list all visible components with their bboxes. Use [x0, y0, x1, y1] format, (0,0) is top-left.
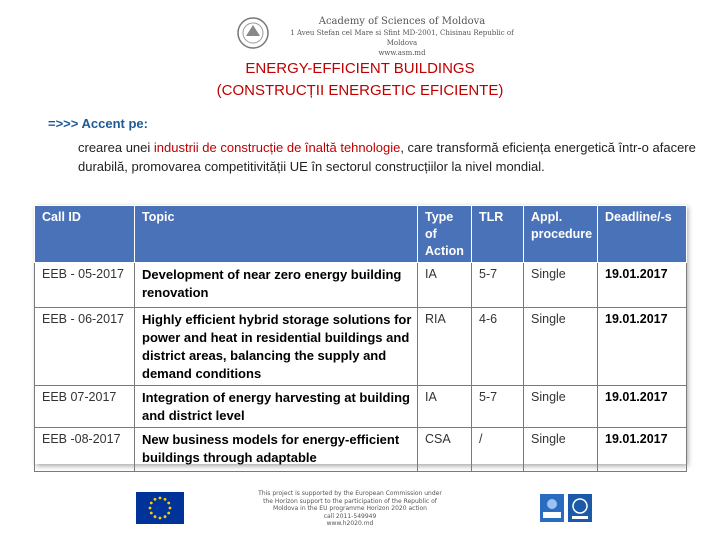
footer-line-2: the Horizon support to the participation of the Republic of — [263, 497, 437, 505]
partner-logo-icon — [568, 494, 592, 522]
paragraph-highlight: industrii de construcție de înaltă tehnologie — [153, 140, 401, 155]
cell-call-id: EEB 07-2017 — [35, 386, 135, 428]
cell-procedure: Single — [524, 428, 598, 472]
accent-label: =>>> Accent pe: — [48, 116, 148, 131]
header-topic: Topic — [135, 206, 418, 263]
cell-tlr: 5-7 — [472, 263, 524, 308]
table-row — [35, 263, 687, 308]
cell-procedure: Single — [524, 263, 598, 308]
cell-type: IA — [418, 263, 472, 308]
footer-line-5: www.h2020.md — [326, 520, 374, 528]
table-row — [35, 386, 687, 428]
table-row — [35, 428, 687, 472]
cell-tlr: 5-7 — [472, 386, 524, 428]
cell-call-id: EEB - 05-2017 — [35, 263, 135, 308]
calls-table — [34, 205, 687, 472]
cell-topic: Integration of energy harvesting at building and district level — [135, 386, 418, 428]
cell-topic: New business models for energy-efficient buildings through adaptable — [135, 428, 418, 472]
paragraph-part-2: , care transformă eficiența energetică într-o afacere durabilă, promovarea competitivității UE în sectorul construcțiilor la nivel mondial. — [78, 140, 696, 174]
title-line-1: ENERGY-EFFICIENT BUILDINGS — [245, 60, 475, 77]
eu-flag-icon — [136, 492, 184, 524]
cell-procedure: Single — [524, 386, 598, 428]
footer-line-4: call 2011-549949 — [323, 512, 377, 520]
cell-tlr: / — [472, 428, 524, 472]
header-call-id: Call ID — [35, 206, 135, 263]
header-tlr: TLR — [472, 206, 524, 263]
cell-topic: Highly efficient hybrid storage solutions for power and heat in residential buildings and district areas, balancing the supply and demand conditions — [135, 308, 418, 386]
table-row — [35, 308, 687, 386]
paragraph-part-1: crearea unei — [78, 140, 154, 155]
academy-info — [282, 16, 522, 58]
cell-procedure: Single — [524, 308, 598, 386]
academy-name: Academy of Sciences of Moldova — [318, 16, 486, 27]
header-deadline: Deadline/-s — [598, 206, 687, 263]
table-header-row — [35, 206, 687, 263]
page-title — [0, 58, 720, 102]
cell-type: CSA — [418, 428, 472, 472]
cell-topic: Development of near zero energy building renovation — [135, 263, 418, 308]
page-header — [0, 12, 720, 57]
academy-logo-icon — [236, 16, 270, 50]
calls-table-container — [34, 205, 686, 464]
title-line-2: (CONSTRUCȚII ENERGETIC EFICIENTE) — [216, 82, 504, 99]
page-footer — [0, 490, 720, 534]
footer-disclaimer — [250, 490, 450, 528]
cell-deadline: 19.01.2017 — [598, 428, 687, 472]
academy-address: 1 Aveu Stefan cel Mare si Sfint MD-2001, Chisinau Republic of Moldova — [290, 29, 514, 47]
cell-deadline: 19.01.2017 — [598, 263, 687, 308]
footer-line-1: This project is supported by the European Commission under — [258, 490, 442, 497]
footer-line-3: Moldova in the EU programme Horizon 2020 action — [273, 505, 427, 513]
cell-type: IA — [418, 386, 472, 428]
cell-deadline: 19.01.2017 — [598, 308, 687, 386]
header-type-of-action: Type of Action — [418, 206, 472, 263]
academy-website: www.asm.md — [378, 49, 426, 57]
cell-deadline: 19.01.2017 — [598, 386, 687, 428]
cell-call-id: EEB - 06-2017 — [35, 308, 135, 386]
header-appl-procedure: Appl. procedure — [524, 206, 598, 263]
partner-logo-icon — [540, 494, 564, 522]
cell-call-id: EEB -08-2017 — [35, 428, 135, 472]
description-paragraph — [78, 138, 698, 176]
cell-tlr: 4-6 — [472, 308, 524, 386]
cell-type: RIA — [418, 308, 472, 386]
